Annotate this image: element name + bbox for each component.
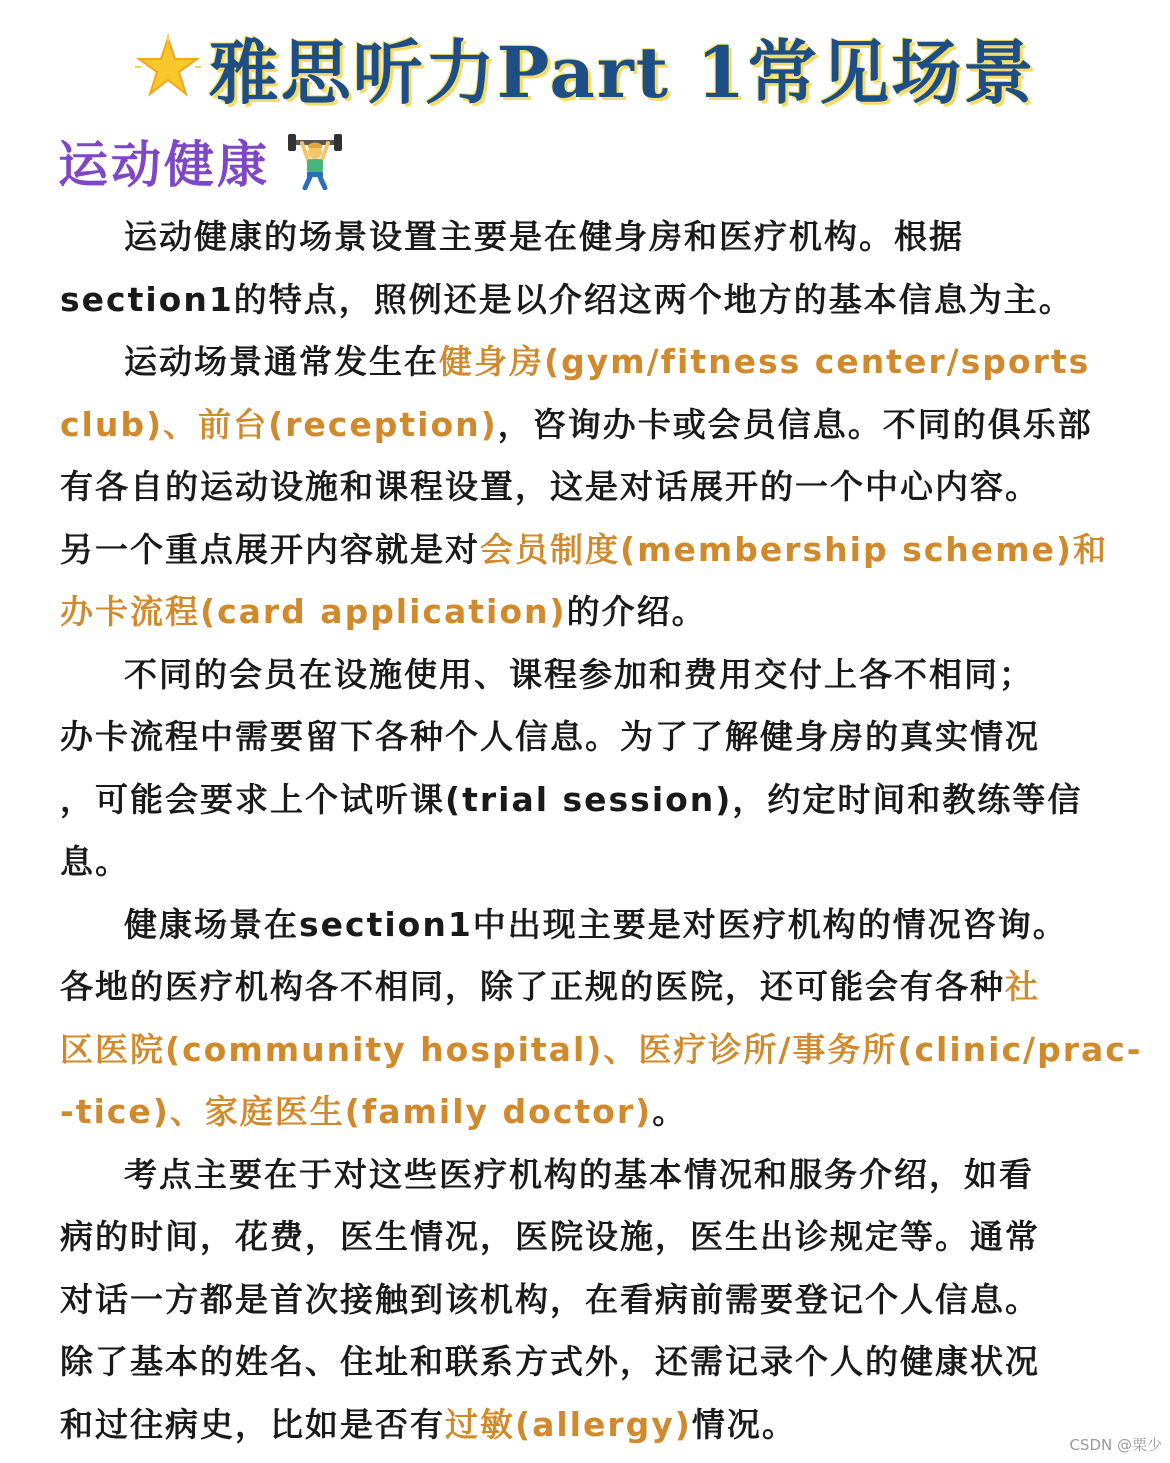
article-body <box>60 206 1143 1456</box>
highlighted-term: 会员制度(membership scheme)和 <box>480 529 1108 569</box>
highlighted-term: -tice)、家庭医生(family doctor) <box>60 1092 653 1131</box>
text-segment: 另一个重点展开内容就是对 <box>60 529 480 569</box>
highlighted-term: 健身房(gym/fitness center/sports <box>439 342 1091 381</box>
paragraph-line <box>60 456 1130 519</box>
text-segment: 病的时间，花费，医生情况，医院设施，医生出诊规定等。通常 <box>60 1217 1040 1256</box>
paragraph-line <box>60 894 1130 957</box>
paragraph-line <box>60 1394 1130 1457</box>
paragraph-line <box>60 769 1130 832</box>
text-segment: 和过往病史，比如是否有 <box>60 1404 445 1444</box>
highlighted-term: 社 <box>1005 967 1040 1006</box>
text-segment: ，可能会要求上个试听课(trial session)，约定时间和教练等信 <box>60 779 1083 819</box>
paragraph-line <box>60 1269 1130 1332</box>
highlighted-term: 过敏(allergy) <box>445 1404 692 1444</box>
page-title: 雅思听力Part 1常见场景 <box>208 30 1036 114</box>
text-segment: 情况。 <box>691 1404 797 1444</box>
page-title-row <box>0 22 1170 112</box>
paragraph-line <box>60 1206 1130 1269</box>
weightlifter-icon <box>288 132 342 190</box>
paragraph-line <box>60 1331 1130 1394</box>
star-icon <box>135 34 201 100</box>
paragraph-line <box>60 644 1130 707</box>
highlighted-term: 区医院(community hospital)、医疗诊所/事务所(clinic/prac- <box>60 1029 1143 1069</box>
text-segment: 有各自的运动设施和课程设置，这是对话展开的一个中心内容。 <box>60 467 1040 506</box>
text-segment: section1的特点，照例还是以介绍这两个地方的基本信息为主。 <box>60 279 1074 319</box>
text-segment: 考点主要在于对这些医疗机构的基本情况和服务介绍，如看 <box>124 1154 1034 1194</box>
text-segment: 办卡流程中需要留下各种个人信息。为了了解健身房的真实情况 <box>60 717 1040 756</box>
text-segment: 运动健康的场景设置主要是在健身房和医疗机构。根据 <box>124 217 964 256</box>
text-segment: 对话一方都是首次接触到该机构，在看病前需要登记个人信息。 <box>60 1279 1040 1319</box>
text-segment: 不同的会员在设施使用、课程参加和费用交付上各不相同； <box>124 654 1034 694</box>
section-heading: 运动健康 <box>58 136 270 194</box>
highlighted-term: 办卡流程(card application) <box>60 592 567 631</box>
paragraph-line <box>60 1081 1130 1144</box>
text-segment: 的介绍。 <box>566 592 707 631</box>
paragraph-line <box>60 581 1130 644</box>
paragraph-line <box>60 331 1130 394</box>
paragraph-line <box>60 831 1130 894</box>
paragraph-line <box>60 1019 1143 1082</box>
paragraph-line <box>60 206 1130 269</box>
text-segment: 运动场景通常发生在 <box>124 342 439 381</box>
paragraph-line <box>60 519 1130 582</box>
paragraph-line <box>60 956 1130 1019</box>
text-segment: 各地的医疗机构各不相同，除了正规的医院，还可能会有各种 <box>60 967 1005 1006</box>
section-heading-row <box>58 128 342 194</box>
text-segment: ，咨询办卡或会员信息。不同的俱乐部 <box>497 404 1093 444</box>
highlighted-term: club)、前台(reception) <box>60 404 498 444</box>
paragraph-line <box>60 1144 1130 1207</box>
text-segment: 除了基本的姓名、住址和联系方式外，还需记录个人的健康状况 <box>60 1342 1040 1381</box>
text-segment: 健康场景在section1中出现主要是对医疗机构的情况咨询。 <box>124 904 1068 944</box>
text-segment: 息。 <box>60 842 130 881</box>
watermark: CSDN @栗少 <box>1069 1436 1162 1454</box>
paragraph-line <box>60 394 1130 457</box>
paragraph-line <box>60 269 1130 332</box>
text-segment: 。 <box>652 1092 688 1131</box>
paragraph-line <box>60 706 1130 769</box>
